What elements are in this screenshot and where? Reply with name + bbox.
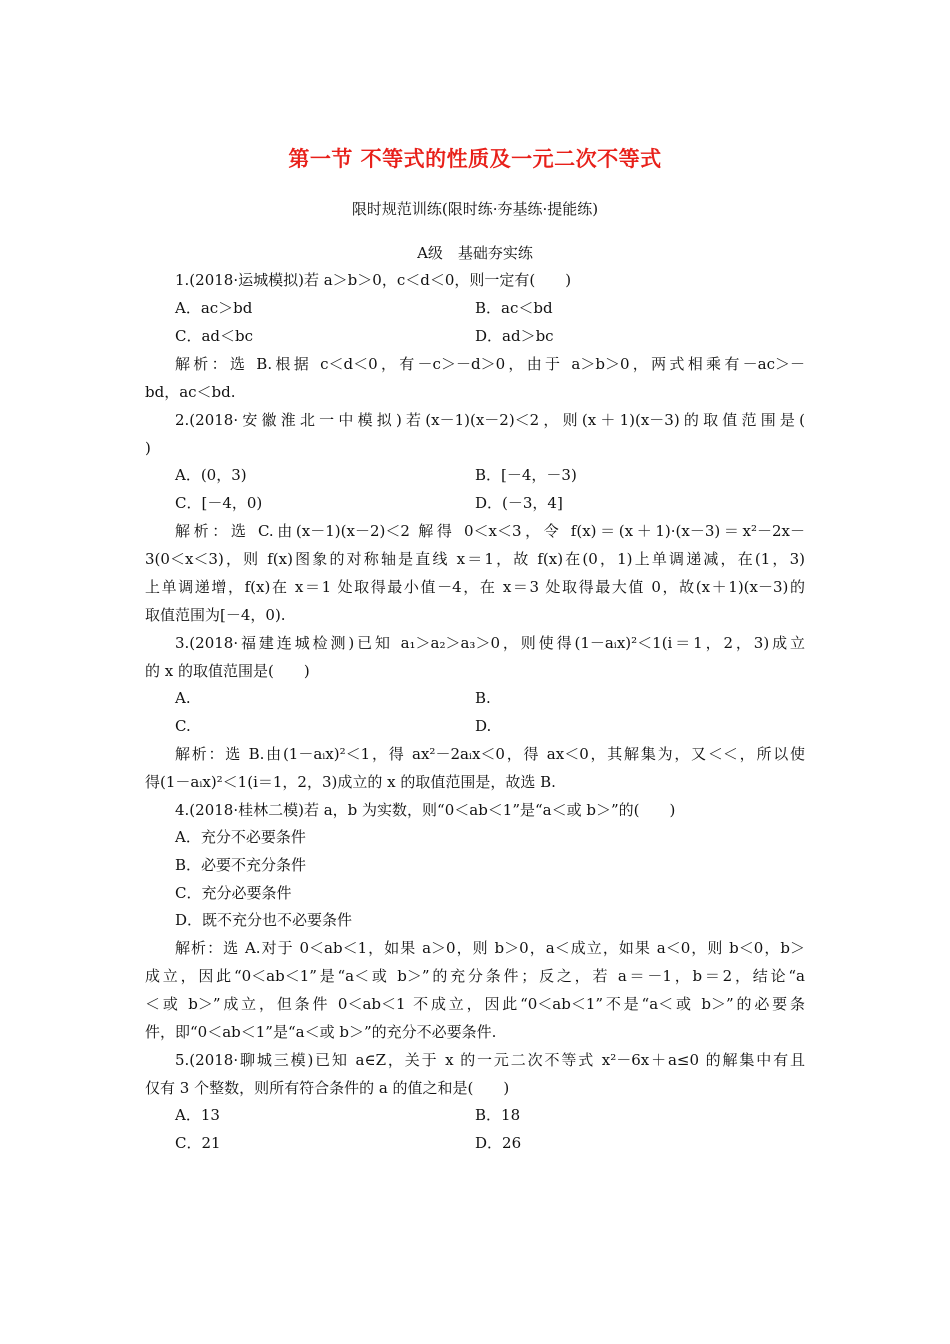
text-line: A．充分不必要条件 — [175, 828, 306, 846]
page-title: 第一节 不等式的性质及一元二次不等式 — [288, 147, 662, 171]
text-line: A. — [175, 689, 191, 707]
text-line: B．必要不充分条件 — [175, 856, 307, 874]
text-line: bd，ac＜bd. — [145, 383, 236, 401]
text-line: A．(0，3) — [175, 466, 247, 484]
text-line: ) — [145, 439, 151, 457]
text-line: C．[－4，0) — [175, 494, 263, 512]
text-line: 解析：选 B.由(1－aᵢx)²＜1，得 ax²－2aᵢx＜0，得 ax＜0，其解集为，又＜＜，所以使 — [175, 745, 805, 763]
text-line: 1.(2018·运城模拟)若 a＞b＞0，c＜d＜0，则一定有( ) — [175, 271, 572, 289]
text-line: D．ad＞bc — [475, 327, 554, 345]
page-subtitle: 限时规范训练(限时练·夯基练·提能练) — [351, 200, 599, 218]
text-line: ＜或 b＞”成立，但条件 0＜ab＜1 不成立，因此“0＜ab＜1”不是“a＜或 b＞”的必要条 — [145, 995, 805, 1013]
text-line: 上单调递增，f(x)在 x＝1 处取得最小值－4，在 x＝3 处取得最大值 0，故(x＋1)(x－3)的 — [145, 578, 805, 596]
text-line: D．(－3，4] — [475, 494, 563, 512]
text-line: A．13 — [175, 1106, 220, 1124]
text-line: 4.(2018·桂林二模)若 a，b 为实数，则“0＜ab＜1”是“a＜或 b＞”的( ) — [175, 801, 676, 819]
section-heading: A级 基础夯实练 — [417, 244, 533, 262]
text-line: 5.(2018·聊城三模)已知 a∈Z，关于 x 的一元二次不等式 x²－6x＋a≤0 的解集中有且 — [175, 1051, 805, 1069]
text-line: 解析：选 A.对于 0＜ab＜1，如果 a＞0，则 b＞0，a＜成立，如果 a＜0，则 b＜0，b＞ — [175, 939, 805, 957]
text-line: 2.(2018·安徽淮北一中模拟)若(x－1)(x－2)＜2，则(x＋1)(x－3)的取值范围是( — [175, 411, 805, 429]
text-line: 取值范围为[－4，0). — [145, 606, 286, 624]
text-line: 得(1－aᵢx)²＜1(i＝1，2，3)成立的 x 的取值范围是，故选 B. — [145, 773, 556, 791]
text-line: C．ad＜bc — [175, 327, 254, 345]
text-line: D．26 — [475, 1134, 522, 1152]
text-line: D. — [475, 717, 492, 735]
text-line: B．18 — [475, 1106, 521, 1124]
text-line: D．既不充分也不必要条件 — [175, 911, 353, 929]
text-line: C．21 — [175, 1134, 221, 1152]
text-line: 的 x 的取值范围是( ) — [145, 662, 310, 680]
text-line: 3.(2018·福建连城检测)已知 a₁＞a₂＞a₃＞0，则使得(1－aᵢx)²＜1(i＝1，2，3)成立 — [175, 634, 805, 652]
text-line: 解析：选 C.由(x－1)(x－2)＜2 解得 0＜x＜3，令 f(x)＝(x＋1)·(x－3)＝x²－2x－ — [175, 522, 805, 540]
text-line: C. — [175, 717, 191, 735]
text-line: B．[－4，－3) — [475, 466, 577, 484]
text-line: B．ac＜bd — [475, 299, 553, 317]
text-line: 成立，因此“0＜ab＜1”是“a＜或 b＞”的充分条件；反之，若 a＝－1，b＝2，结论“a — [145, 967, 805, 985]
text-line: B. — [475, 689, 491, 707]
text-line: 件，即“0＜ab＜1”是“a＜或 b＞”的充分不必要条件. — [145, 1023, 497, 1041]
text-line: A．ac＞bd — [175, 299, 253, 317]
text-line: 仅有 3 个整数，则所有符合条件的 a 的值之和是( ) — [145, 1079, 510, 1097]
text-line: C．充分必要条件 — [175, 884, 292, 902]
text-line: 解析：选 B.根据 c＜d＜0，有－c＞－d＞0，由于 a＞b＞0，两式相乘有－ac＞－ — [175, 355, 805, 373]
text-line: 3(0＜x＜3)，则 f(x)图象的对称轴是直线 x＝1，故 f(x)在(0，1)上单调递减，在(1，3) — [145, 550, 805, 568]
